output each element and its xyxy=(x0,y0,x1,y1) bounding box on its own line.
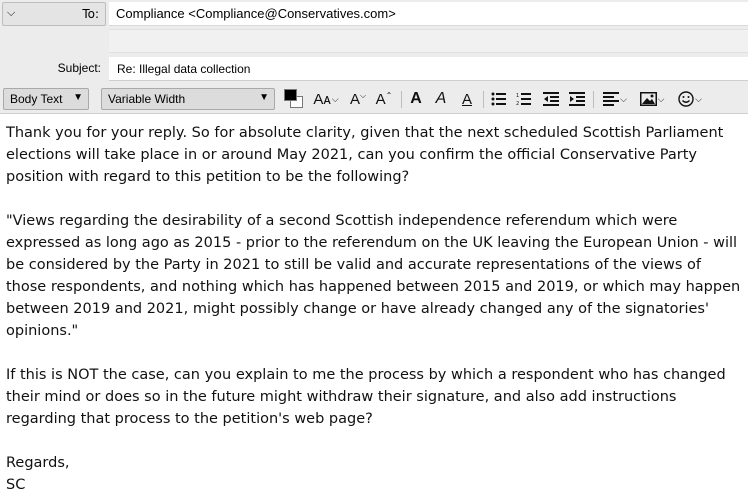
underline-icon: A xyxy=(461,90,472,108)
message-body[interactable] xyxy=(6,122,742,496)
insert-image-button[interactable] xyxy=(636,88,668,110)
outdent-icon xyxy=(543,92,559,106)
bullet-list-button[interactable] xyxy=(489,88,509,110)
font-size-button[interactable] xyxy=(311,88,341,110)
chevron-down-icon: ▼ xyxy=(259,92,269,103)
align-left-icon xyxy=(603,92,619,106)
subject-label: Subject: xyxy=(57,61,101,75)
formatting-toolbar xyxy=(0,86,748,114)
recipient-type-label: To: xyxy=(82,7,99,21)
svg-text:1: 1 xyxy=(516,93,520,99)
chevron-down-icon: ⌵ xyxy=(7,6,16,19)
message-paragraph: If this is NOT the case, can you explain to me the process by which a respondent who has changed their mind or does so in the future might withdraw their signature, and also add instructions regarding that process to the petition's web page? xyxy=(6,367,726,427)
recipient-type-dropdown[interactable] xyxy=(2,2,106,26)
smiley-icon xyxy=(678,91,694,107)
font-family-value: Variable Width xyxy=(108,92,186,106)
alignment-button[interactable] xyxy=(600,88,630,110)
increase-font-icon: A⌃ xyxy=(375,90,393,108)
chevron-down-icon: ⌵ xyxy=(620,93,627,104)
empty-recipient-field[interactable] xyxy=(109,29,748,53)
font-family-select[interactable] xyxy=(101,88,275,110)
font-size-icon: Aᴀ xyxy=(313,90,331,108)
chevron-down-icon: ⌵ xyxy=(657,93,665,104)
italic-icon: A xyxy=(435,90,447,107)
decrease-font-icon: A⌵ xyxy=(349,90,367,108)
svg-text:2: 2 xyxy=(516,101,520,106)
bold-icon: A xyxy=(410,90,422,107)
underline-button[interactable] xyxy=(457,88,477,110)
decrease-font-button[interactable] xyxy=(348,88,368,110)
message-header xyxy=(0,0,748,86)
indent-button[interactable] xyxy=(567,88,587,110)
increase-font-button[interactable] xyxy=(373,88,395,110)
chevron-down-icon: ⌵ xyxy=(331,93,339,104)
image-icon xyxy=(640,92,657,106)
bold-button[interactable] xyxy=(406,88,426,110)
to-field[interactable]: Compliance <Compliance@Conservatives.com> xyxy=(109,2,748,26)
paragraph-style-value: Body Text xyxy=(10,92,63,106)
chevron-down-icon: ⌵ xyxy=(695,93,702,104)
numbered-list-icon xyxy=(516,92,532,106)
text-color-swatch[interactable] xyxy=(284,89,297,101)
italic-button[interactable] xyxy=(431,88,451,110)
bullet-list-icon xyxy=(491,92,507,106)
toolbar-divider xyxy=(593,91,594,108)
message-signoff: Regards, xyxy=(6,455,70,471)
paragraph-style-select[interactable] xyxy=(3,88,89,110)
insert-emoji-button[interactable] xyxy=(674,88,706,110)
message-paragraph: Thank you for your reply. So for absolute clarity, given that the next scheduled Scottish Parliament elections will take place in or around May 2021, can you confirm the official Conservative Party position with regard to this petition to be the following? xyxy=(6,125,724,185)
toolbar-divider xyxy=(401,91,402,108)
message-signature: SC xyxy=(6,477,26,493)
indent-icon xyxy=(569,92,585,106)
message-paragraph: "Views regarding the desirability of a second Scottish independence referendum which were expressed as long ago as 2015 - prior to the referendum on the UK leaving the European Union - will be considered by the Party in 2021 to still be valid and accurate representations of the views of those respondents, and nothing which has happened between 2015 and 2019, or which may happen between 2019 and 2021, might possibly change or have already changed any of the signatories' opinions." xyxy=(6,213,741,339)
numbered-list-button[interactable] xyxy=(514,88,534,110)
subject-field[interactable]: Re: Illegal data collection xyxy=(109,57,748,81)
toolbar-divider xyxy=(483,91,484,108)
chevron-down-icon: ▼ xyxy=(73,92,83,103)
outdent-button[interactable] xyxy=(541,88,561,110)
to-row xyxy=(0,0,748,30)
text-color-picker[interactable] xyxy=(284,89,306,109)
